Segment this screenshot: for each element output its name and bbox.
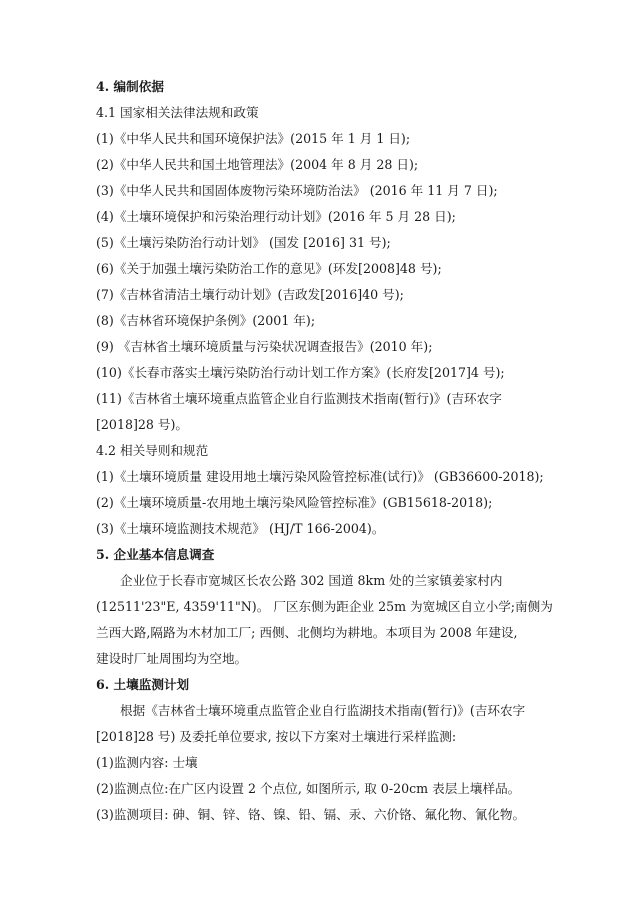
section-4-heading: 4. 编制依据 xyxy=(96,79,164,94)
section-4-1-heading: 4.1 国家相关法律法规和政策 xyxy=(96,105,259,120)
section-5-paragraph-line: 建设时厂址周围均为空地。 xyxy=(96,651,248,666)
law-item: (9) 《吉林省土壤环境质量与污染状况调查报告》(2010 年); xyxy=(96,339,433,354)
law-item: (11)《吉林省土壤环境重点监管企业自行监测技术指南(暂行)》(吉环农字 xyxy=(96,391,502,406)
law-item: (5)《土壤污染防治行动计划》 (国发 [2016] 31 号); xyxy=(96,235,391,250)
monitoring-item: (2)监测点位:在广区内设置 2 个点位, 如图所示, 取 0-20cm 表层上壤样品。 xyxy=(96,781,521,796)
section-5-heading: 5. 企业基本信息调查 xyxy=(96,547,215,562)
law-item: (8)《吉林省环境保护条例》(2001 年); xyxy=(96,313,316,328)
standard-item: (1)《土壤环境质量 建设用地土壤污染风险管控标准(试行)》 (GB36600-2018); xyxy=(96,469,544,484)
standard-item: (2)《土壤环境质量-农用地土壤污染风险管控标准》(GB15618-2018); xyxy=(96,495,493,510)
section-6-paragraph-line: [2018]28 号) 及委托单位要求, 按以下方案对土壤进行采样监测: xyxy=(96,729,457,744)
standard-item: (3)《土壤环境监测技术规范》 (HJ/T 166-2004)。 xyxy=(96,521,385,536)
section-6-heading: 6. 土壤监测计划 xyxy=(96,677,190,692)
section-5-paragraph-line: 兰西大路,隔路为木材加工厂; 西侧、北侧均为耕地。本项目为 2008 年建设, xyxy=(96,625,518,640)
section-5-paragraph-line: (12511'23"E, 4359'11"N)。 厂区东侧为距企业 25m 为宽城区自立小学;南侧为 xyxy=(96,599,553,614)
law-item: (3)《中华人民共和国固体废物污染环境防治法》 (2016 年 11 月 7 日); xyxy=(96,183,498,198)
monitoring-item: (3)监测项目: 砷、铜、锌、铬、镍、铅、镉、汞、六价铬、氟化物、氰化物。 xyxy=(96,807,526,822)
law-item: (6)《关于加强土壤污染防治工作的意见》(环发[2008]48 号); xyxy=(96,261,442,276)
section-5-paragraph-line: 企业位于长春市宽城区长农公路 302 国道 8km 处的兰家镇姜家村内 xyxy=(120,573,503,588)
law-item: (4)《土壤环境保护和污染治理行动计划》(2016 年 5 月 28 日); xyxy=(96,209,456,224)
monitoring-item: (1)监测内容: 士壤 xyxy=(96,755,198,770)
section-6-paragraph-line: 根据《吉林省士壤环境重点监管企业自行监湖技术指南(暂行)》(吉环农字 xyxy=(120,703,526,718)
law-item: (2)《中华人民共和国土地管理法》(2004 年 8 月 28 日); xyxy=(96,157,419,172)
law-item: (7)《吉林省清洁土壤行动计划》(吉政发[2016]40 号); xyxy=(96,287,404,302)
section-4-2-heading: 4.2 相关导则和规范 xyxy=(96,443,209,458)
law-item: (1)《中华人民共和国环境保护法》(2015 年 1 月 1 日); xyxy=(96,131,411,146)
law-item-continuation: [2018]28 号)。 xyxy=(96,417,189,432)
law-item: (10)《长春市落实土壤污染防治行动计划工作方案》(长府发[2017]4 号); xyxy=(96,365,505,380)
